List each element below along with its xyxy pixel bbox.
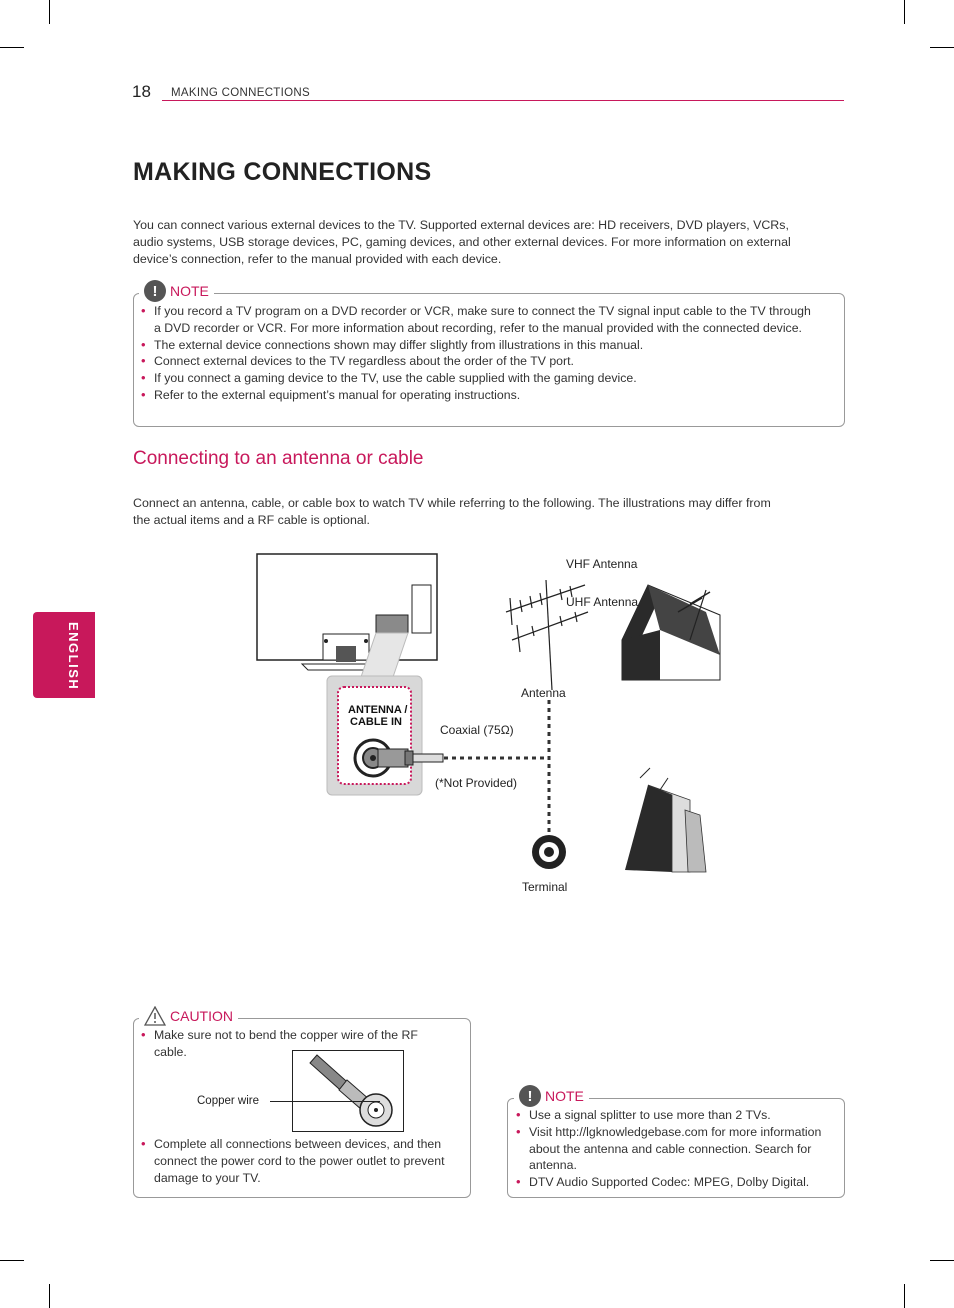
list-item: • Make sure not to bend the copper wire of the RF cable.	[134, 1027, 449, 1061]
page-number: 18	[132, 82, 151, 101]
list-item: • Use a signal splitter to use more than 2 TVs.	[509, 1107, 834, 1124]
intro-line: audio systems, USB storage devices, PC, gaming devices, and other external devices. For more information on external	[133, 235, 791, 249]
caution-label: CAUTION	[170, 1008, 233, 1024]
antenna-intro-line: the actual items and a RF cable is optional.	[133, 513, 370, 527]
building-icon	[625, 768, 706, 872]
terminal-icon	[532, 835, 566, 869]
note-label: NOTE	[545, 1088, 584, 1104]
caution-list-2	[134, 1136, 449, 1186]
list-item: • Refer to the external equipment’s manual for operating instructions.	[134, 387, 814, 404]
port-label	[348, 704, 407, 728]
vhf-label: VHF Antenna	[566, 557, 638, 571]
copper-wire-label: Copper wire	[197, 1095, 259, 1107]
port-label-line: CABLE IN	[350, 716, 402, 728]
language-tab-label: ENGLISH	[66, 621, 81, 691]
coaxial-label: Coaxial (75Ω)	[440, 723, 514, 737]
list-item: • Connect external devices to the TV regardless about the order of the TV port.	[134, 353, 814, 370]
tv-illustration	[257, 554, 437, 670]
list-item: • The external device connections shown may differ slightly from illustrations in this manual.	[134, 337, 814, 354]
list-item: • Complete all connections between devices, and then connect the power cord to the power outlet to prevent damage to your TV.	[134, 1136, 449, 1186]
caution-icon	[144, 1006, 166, 1026]
copper-wire-pointer	[270, 1101, 380, 1102]
copper-wire-illustration	[292, 1050, 404, 1132]
note-icon: !	[144, 280, 166, 302]
antenna-label: Antenna	[521, 686, 566, 700]
list-item: • Visit http://lgknowledgebase.com for more information about the antenna and cable connection. Search for antenna.	[509, 1124, 834, 1174]
uhf-label: UHF Antenna	[566, 595, 639, 609]
page-title: MAKING CONNECTIONS	[133, 158, 432, 186]
intro-line: You can connect various external devices to the TV. Supported external devices are: HD receivers, DVD players, VCRs,	[133, 218, 789, 232]
list-item: • If you connect a gaming device to the TV, use the cable supplied with the gaming device.	[134, 370, 814, 387]
section-heading: Connecting to an antenna or cable	[133, 448, 424, 469]
antenna-intro-line: Connect an antenna, cable, or cable box to watch TV while referring to the following. The illustrations may differ from	[133, 496, 771, 510]
header-section: MAKING CONNECTIONS	[171, 87, 310, 99]
port-label-line: ANTENNA /	[348, 704, 408, 716]
note-header	[514, 1085, 589, 1107]
note-list	[509, 1107, 834, 1191]
list-item: • DTV Audio Supported Codec: MPEG, Dolby Digital.	[509, 1174, 834, 1191]
terminal-label: Terminal	[522, 880, 568, 894]
caution-header	[139, 1006, 238, 1026]
note-label: NOTE	[170, 283, 209, 299]
port-zoom	[327, 676, 443, 795]
list-item: • If you record a TV program on a DVD recorder or VCR, make sure to connect the TV signal input cable to the TV through a DVD recorder or VCR. For more information about recording, refer to the manual provided with the connected device.	[134, 303, 814, 337]
not-provided-label: (*Not Provided)	[435, 776, 518, 790]
intro-line: device’s connection, refer to the manual provided with each device.	[133, 252, 502, 266]
note-icon: !	[519, 1085, 541, 1107]
